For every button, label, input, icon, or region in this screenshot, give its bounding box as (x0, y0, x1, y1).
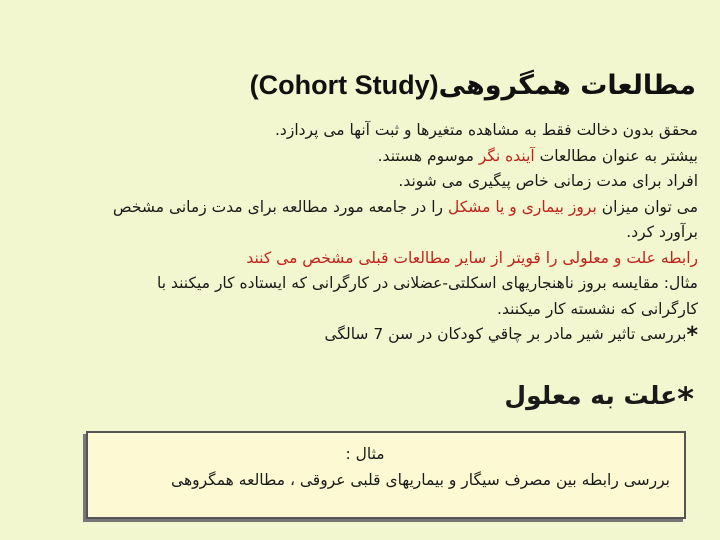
heading-star: * (677, 380, 694, 418)
incidence-highlight: بروز بیماری و یا مشکل (447, 197, 597, 216)
slide-title (24, 70, 696, 101)
bullet-line-1: محقق بدون دخالت فقط به مشاهده متغیرها و ثبت آنها می پردازد. (275, 121, 698, 139)
line2-after: موسوم هستند. (377, 146, 479, 165)
heading-text: علت به معلول (504, 381, 678, 410)
line2-before: بیشتر به عنوان مطالعات (534, 146, 698, 165)
content-body (20, 118, 698, 349)
bullet-line-9 (20, 322, 698, 349)
line4-after: را در جامعه مورد مطالعه برای مدت زمانی مشخص (112, 197, 448, 216)
example-text: بررسی رابطه بین مصرف سیگار و بیماریهای قلبی عروقی ، مطالعه همگروهی (171, 471, 670, 489)
example-line-1: مثال: مقایسه بروز ناهنجاریهای اسکلتی-عضلانی در کارگرانی که ایستاده کار میکنند با (157, 274, 698, 292)
bullet-line-5: برآورد کرد. (626, 223, 698, 241)
line9-text: بررسی تاثیر شیر مادر بر چاقي كودكان در سن 7 سالگی (324, 325, 687, 343)
prospective-highlight: آینده نگر (478, 146, 535, 165)
bullet-line-6: رابطه علت و معلولی را قویتر از سایر مطالعات قبلی مشخص می کنند (246, 248, 698, 267)
cause-effect-heading (504, 380, 694, 418)
title-latin: (Cohort Study) (249, 70, 439, 100)
title-persian: مطالعات همگروهی (438, 70, 696, 101)
bullet-line-2 (20, 144, 698, 170)
star-marker: * (686, 323, 698, 348)
example-line-2: کارگرانی که نشسته کار میکنند. (497, 299, 698, 318)
bullet-line-4 (20, 195, 698, 221)
bullet-line-3: افراد برای مدت زمانی خاص پیگیری می شوند. (398, 172, 698, 190)
example-box (86, 431, 686, 519)
line4-before: می توان میزان (596, 197, 698, 216)
example-label: مثال : (345, 445, 385, 463)
